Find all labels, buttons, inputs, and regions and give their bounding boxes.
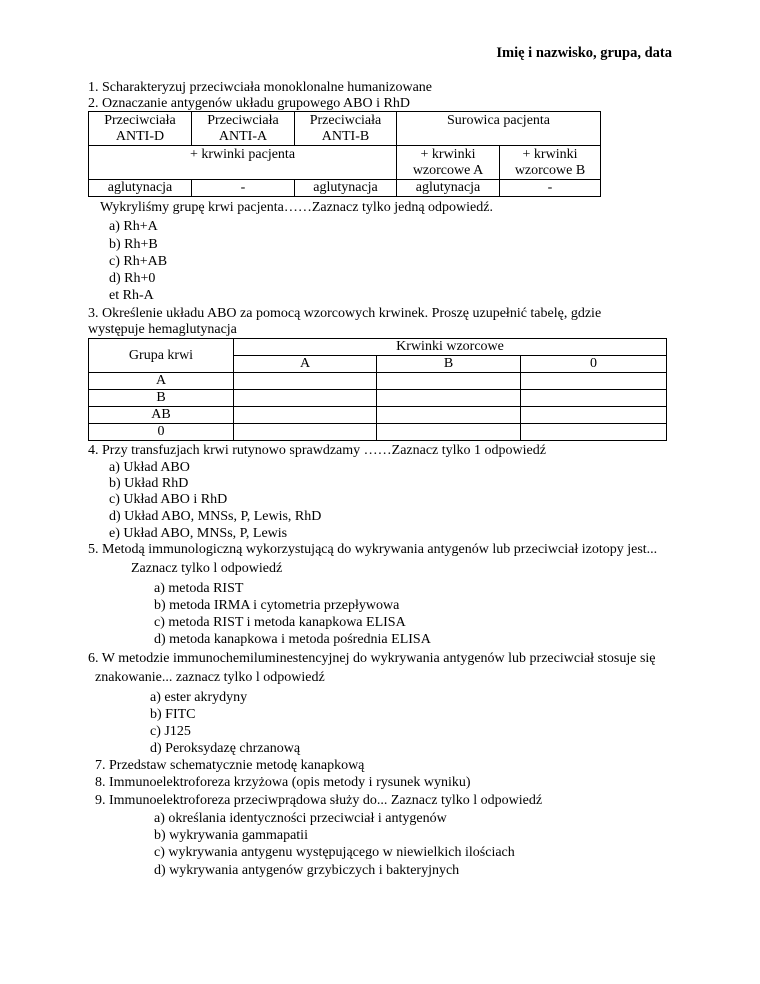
q6-option-a: a) ester akrydyny <box>150 690 248 705</box>
table-cell[interactable] <box>521 407 667 424</box>
question-8: 8. Immunoelektroforeza krzyżowa (opis metody i rysunek wyniku) <box>95 775 471 790</box>
q9-option-b: b) wykrywania gammapatii <box>154 828 308 843</box>
table-cell[interactable] <box>234 424 377 441</box>
subcol-a: A <box>234 356 377 373</box>
q4-option-c: c) Układ ABO i RhD <box>109 492 228 507</box>
question-7: 7. Przedstaw schematycznie metodę kanapkową <box>95 758 365 773</box>
abo-rhd-table <box>88 111 601 197</box>
question-5-sub: Zaznacz tylko l odpowiedź <box>131 561 283 576</box>
table-cell[interactable] <box>521 424 667 441</box>
subcol-b: B <box>377 356 521 373</box>
result-anti-d: aglutynacja <box>89 180 192 197</box>
table-cell[interactable] <box>377 373 521 390</box>
result-reference-b: - <box>500 180 601 197</box>
table-cell[interactable] <box>377 424 521 441</box>
table-cell[interactable] <box>377 407 521 424</box>
subheader-reference-b: + krwinki wzorcowe B <box>500 146 601 180</box>
question-5: 5. Metodą immunologiczną wykorzystującą do wykrywania antygenów lub przeciwciał izotopy jest... <box>88 542 658 557</box>
q5-option-d: d) metoda kanapkowa i metoda pośrednia ELISA <box>154 632 431 647</box>
q5-option-c: c) metoda RIST i metoda kanapkowa ELISA <box>154 615 406 630</box>
question-2-prompt: Wykryliśmy grupę krwi pacjenta……Zaznacz tylko jedną odpowiedź. <box>100 200 493 215</box>
q2-option-e: et Rh-A <box>109 288 154 303</box>
table-cell[interactable] <box>234 390 377 407</box>
q4-option-b: b) Układ RhD <box>109 476 189 491</box>
row-group-b: B <box>89 390 234 407</box>
header-patient-serum: Surowica pacjenta <box>397 112 601 146</box>
row-group-0: 0 <box>89 424 234 441</box>
table-cell[interactable] <box>234 373 377 390</box>
q9-option-c: c) wykrywania antygenu występującego w niewielkich ilościach <box>154 845 515 860</box>
col-reference-cells: Krwinki wzorcowe <box>234 339 667 356</box>
question-6: 6. W metodzie immunochemiluminestencyjnej do wykrywania antygenów lub przeciwciał stosuje się <box>88 651 656 666</box>
q6-option-b: b) FITC <box>150 707 196 722</box>
q4-option-e: e) Układ ABO, MNSs, P, Lewis <box>109 526 288 541</box>
result-reference-a: aglutynacja <box>397 180 500 197</box>
q2-option-b: b) Rh+B <box>109 237 158 252</box>
q4-option-d: d) Układ ABO, MNSs, P, Lewis, RhD <box>109 509 322 524</box>
table-cell[interactable] <box>377 390 521 407</box>
q9-option-a: a) określania identyczności przeciwciał i antygenów <box>154 811 447 826</box>
q2-option-d: d) Rh+0 <box>109 271 156 286</box>
question-9: 9. Immunoelektroforeza przeciwprądowa służy do... Zaznacz tylko l odpowiedź <box>95 793 543 808</box>
q5-option-a: a) metoda RIST <box>154 581 244 596</box>
table-cell[interactable] <box>234 407 377 424</box>
q9-option-d: d) wykrywania antygenów grzybiczych i bakteryjnych <box>154 863 460 878</box>
result-anti-b: aglutynacja <box>295 180 397 197</box>
col-blood-group: Grupa krwi <box>89 339 234 373</box>
question-2: 2. Oznaczanie antygenów układu grupowego ABO i RhD <box>88 96 410 111</box>
question-4: 4. Przy transfuzjach krwi rutynowo sprawdzamy ……Zaznacz tylko 1 odpowiedź <box>88 443 546 458</box>
q4-option-a: a) Układ ABO <box>109 460 190 475</box>
question-1: 1. Scharakteryzuj przeciwciała monoklonalne humanizowane <box>88 80 433 95</box>
subheader-reference-a: + krwinki wzorcowe A <box>397 146 500 180</box>
q6-option-c: c) J125 <box>150 724 191 739</box>
row-group-a: A <box>89 373 234 390</box>
q2-option-a: a) Rh+A <box>109 219 158 234</box>
header-anti-a: Przeciwciała ANTI-A <box>192 112 295 146</box>
question-3-line1: 3. Określenie układu ABO za pomocą wzorcowych krwinek. Proszę uzupełnić tabelę, gdzie <box>88 306 602 321</box>
row-group-ab: AB <box>89 407 234 424</box>
header-anti-d: Przeciwciała ANTI-D <box>89 112 192 146</box>
header-title: Imię i nazwisko, grupa, data <box>496 45 672 61</box>
question-3-line2: występuje hemaglutynacja <box>88 322 237 337</box>
table-cell[interactable] <box>521 390 667 407</box>
q6-option-d: d) Peroksydazę chrzanową <box>150 741 301 756</box>
header-anti-b: Przeciwciała ANTI-B <box>295 112 397 146</box>
table-cell[interactable] <box>521 373 667 390</box>
subheader-patient-cells: + krwinki pacjenta <box>89 146 397 180</box>
q5-option-b: b) metoda IRMA i cytometria przepływowa <box>154 598 400 613</box>
question-6-sub: znakowanie... zaznacz tylko l odpowiedź <box>95 670 325 685</box>
subcol-0: 0 <box>521 356 667 373</box>
result-anti-a: - <box>192 180 295 197</box>
q2-option-c: c) Rh+AB <box>109 254 168 269</box>
abo-reference-table <box>88 338 667 441</box>
